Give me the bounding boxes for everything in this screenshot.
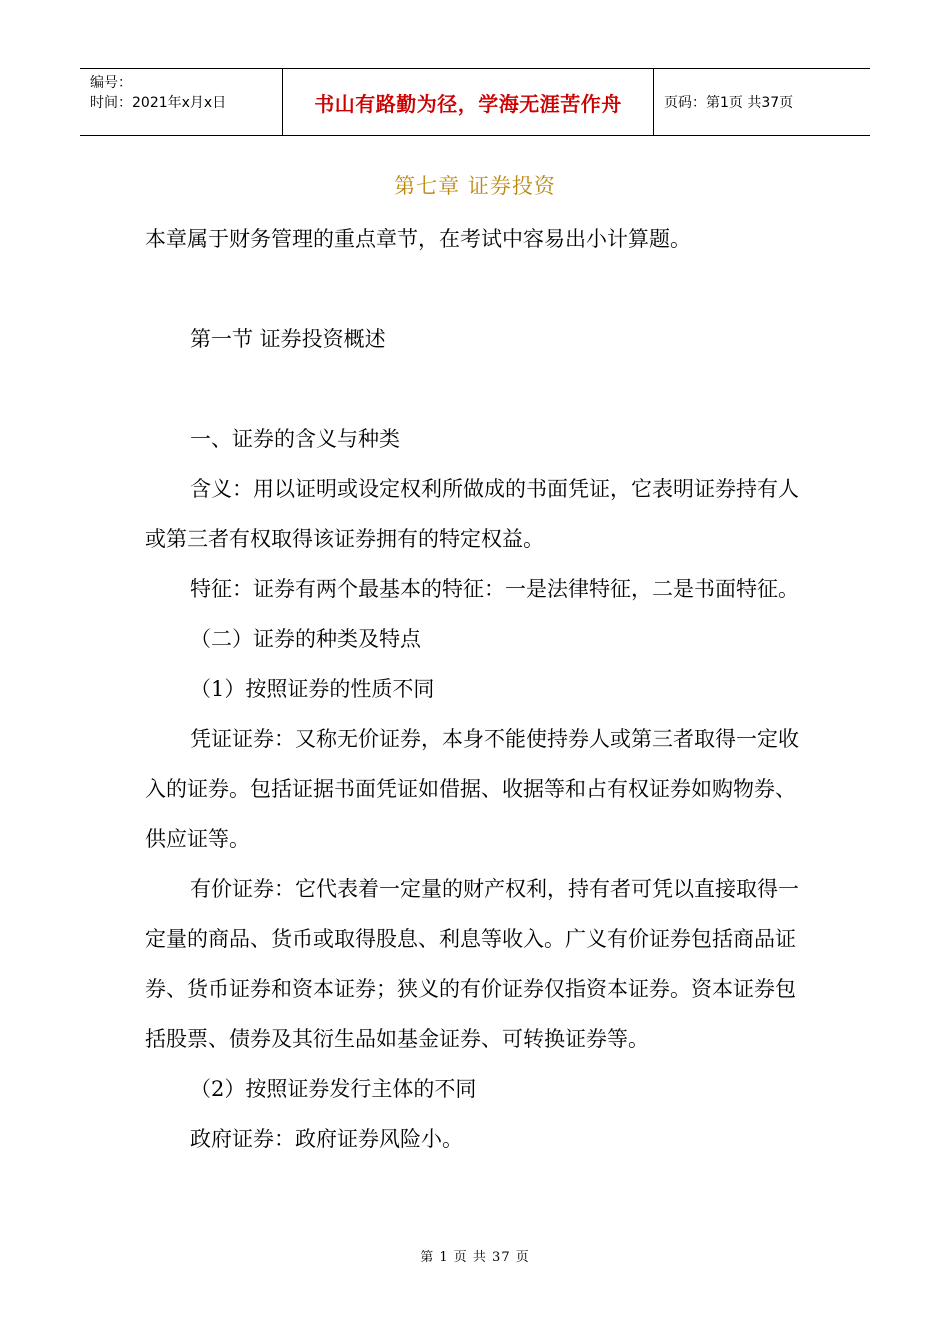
voucher-paragraph: 凭证证券：又称无价证券，本身不能使持券人或第三者取得一定收入的证券。包括证据书面凭证如借据、收据等和占有权证券如购物券、供应证等。 [145, 727, 799, 851]
page-footer: 第 1 页 共 37 页 [420, 1250, 530, 1265]
spacer [145, 364, 815, 414]
section-heading: 第一节 证券投资概述 [190, 327, 386, 351]
document-number: 编号： [90, 75, 132, 91]
list-heading: （1）按照证券的性质不同 [190, 677, 435, 701]
subsection-heading: （二）证券的种类及特点 [190, 627, 421, 651]
document-time: 时间：2021年x月x日 [90, 95, 227, 111]
header-page-info: 页码：第1页 共37页 [664, 95, 794, 111]
subsection-heading: 一、证券的含义与种类 [190, 427, 400, 451]
valued-paragraph: 有价证券：它代表着一定量的财产权利，持有者可凭以直接取得一定量的商品、货币或取得股息、利息等收入。广义有价证券包括商品证券、货币证券和资本证券；狭义的有价证券仅指资本证券。资本证券包括股票、债券及其衍生品如基金证券、可转换证券等。 [145, 877, 799, 1051]
header-table [80, 68, 870, 136]
definition-paragraph: 含义：用以证明或设定权利所做成的书面凭证，它表明证券持有人或第三者有权取得该证券拥有的特定权益。 [145, 477, 799, 551]
features-paragraph: 特征：证券有两个最基本的特征：一是法律特征，二是书面特征。 [190, 577, 799, 601]
header-motto: 书山有路勤为径，学海无涯苦作舟 [282, 69, 654, 135]
header-meta [80, 69, 282, 135]
document-body [145, 214, 815, 1164]
government-paragraph: 政府证券：政府证券风险小。 [190, 1127, 463, 1151]
list-heading: （2）按照证券发行主体的不同 [190, 1077, 477, 1101]
chapter-title: 第七章 证券投资 [394, 174, 556, 198]
intro-paragraph: 本章属于财务管理的重点章节，在考试中容易出小计算题。 [145, 227, 691, 251]
spacer [145, 264, 815, 314]
